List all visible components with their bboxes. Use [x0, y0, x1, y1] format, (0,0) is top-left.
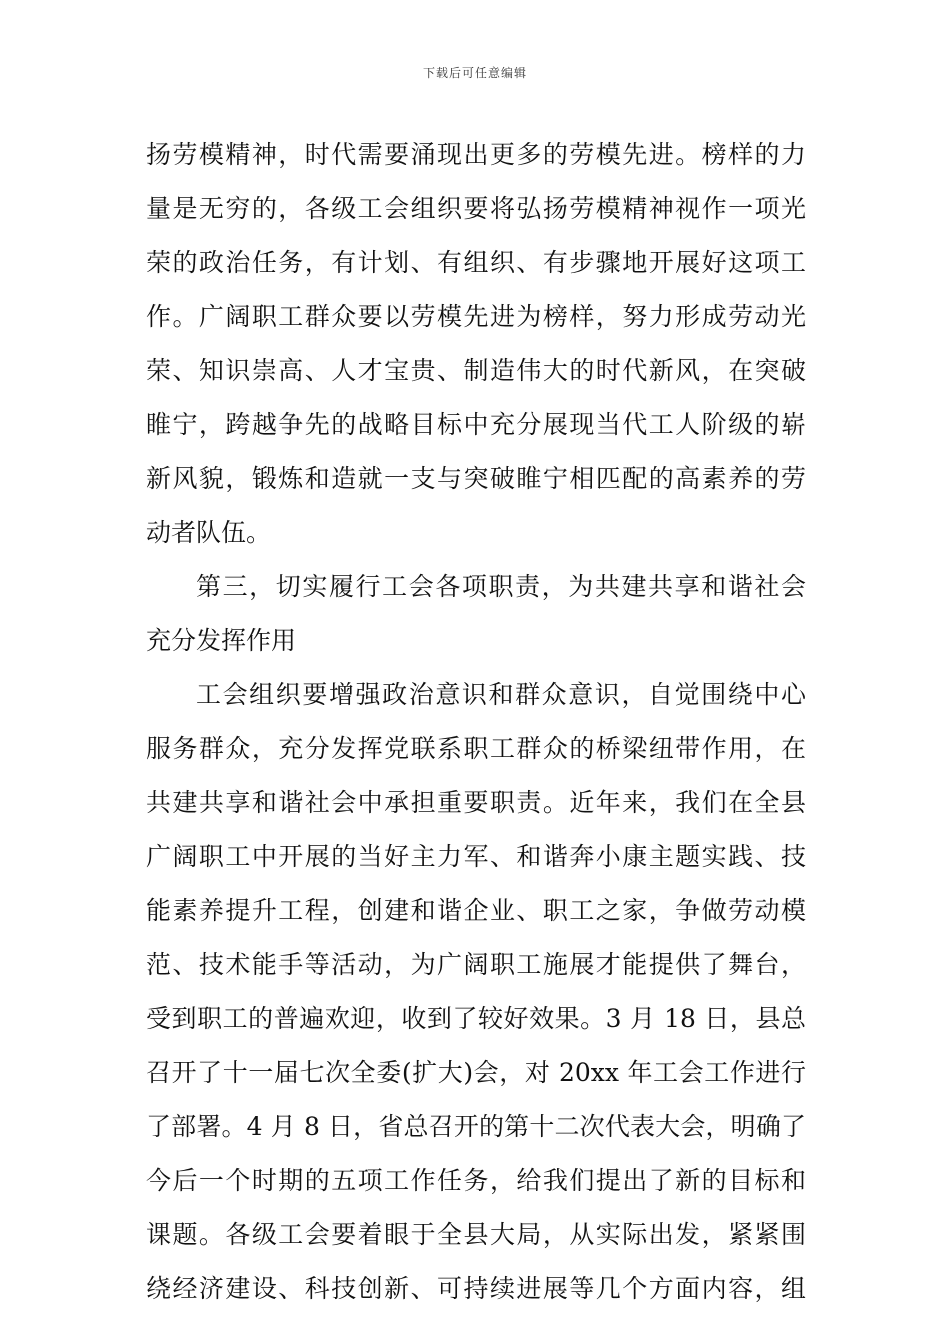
text-line: 充分发挥作用: [146, 626, 297, 655]
text-line: 课题。各级工会要着眼于全县大局，从实际出发，紧紧围: [146, 1220, 806, 1249]
text-line: 共建共享和谐社会中承担重要职责。近年来，我们在全县: [146, 788, 806, 817]
text-line: 动者队伍。: [146, 518, 272, 547]
text-line: 荣的政治任务，有计划、有组织、有步骤地开展好这项工: [146, 248, 806, 277]
text-line: 睢宁，跨越争先的战略目标中充分展现当代工人阶级的崭: [146, 410, 806, 439]
page-header: 下载后可任意编辑: [422, 66, 527, 80]
text-line: 服务群众，充分发挥党联系职工群众的桥梁纽带作用，在: [146, 734, 806, 763]
text-line: 了部署。4 月 8 日，省总召开的第十二次代表大会，明确了: [146, 1112, 806, 1141]
text-line: 第三，切实履行工会各项职责，为共建共享和谐社会: [196, 572, 806, 601]
text-line: 荣、知识崇高、人才宝贵、制造伟大的时代新风，在突破: [146, 356, 806, 385]
text-line: 受到职工的普遍欢迎，收到了较好效果。3 月 18 日，县总: [146, 1004, 806, 1033]
text-line: 新风貌，锻炼和造就一支与突破睢宁相匹配的高素养的劳: [146, 464, 806, 493]
text-line: 量是无穷的，各级工会组织要将弘扬劳模精神视作一项光: [146, 194, 806, 223]
text-line: 范、技术能手等活动，为广阔职工施展才能提供了舞台，: [146, 950, 806, 979]
text-line: 能素养提升工程，创建和谐企业、职工之家，争做劳动模: [146, 896, 806, 925]
text-line: 作。广阔职工群众要以劳模先进为榜样，努力形成劳动光: [146, 302, 806, 331]
text-line: 召开了十一届七次全委(扩大)会，对 20xx 年工会工作进行: [146, 1058, 806, 1087]
text-line: 扬劳模精神，时代需要涌现出更多的劳模先进。榜样的力: [146, 140, 806, 169]
text-line: 广阔职工中开展的当好主力军、和谐奔小康主题实践、技: [146, 842, 806, 871]
text-line: 今后一个时期的五项工作任务，给我们提出了新的目标和: [146, 1166, 806, 1195]
text-line: 工会组织要增强政治意识和群众意识，自觉围绕中心: [196, 680, 806, 709]
text-line: 绕经济建设、科技创新、可持续进展等几个方面内容，组: [146, 1274, 806, 1303]
document-body: [146, 128, 806, 1316]
